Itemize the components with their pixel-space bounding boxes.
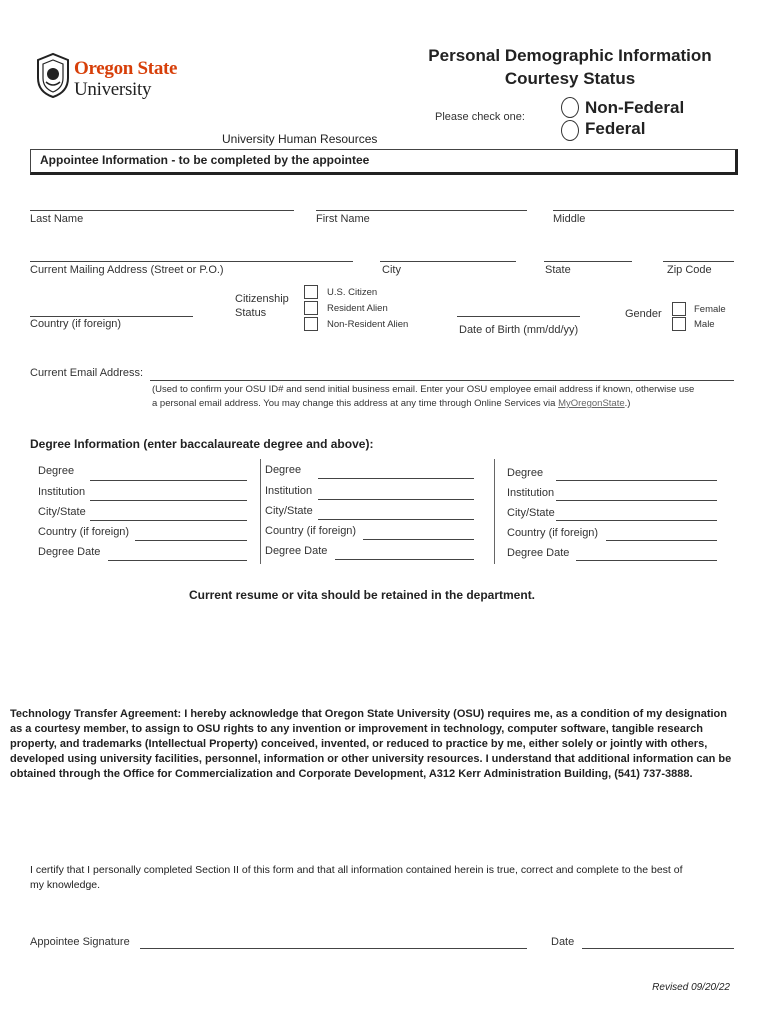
city-label: City (382, 264, 401, 276)
middle-name-input[interactable] (553, 196, 734, 211)
logo-name-line2: University (74, 79, 152, 100)
myoregonstate-link[interactable]: MyOregonState (558, 398, 625, 409)
degree-label: Degree (265, 464, 302, 476)
tech-transfer-line: obtained through the Office for Commercialization and Corporate Development, A312 Kerr Administration Building, (541) 737-3888. (10, 768, 693, 780)
date-input[interactable] (582, 934, 734, 949)
degree-label: Degree (38, 465, 75, 477)
city-state-input[interactable] (556, 506, 717, 521)
city-state-label: City/State (38, 506, 86, 518)
city-state-label: City/State (507, 507, 555, 519)
technology-transfer-agreement (10, 707, 760, 782)
section-title: Appointee Information - to be completed by the appointee (40, 153, 370, 167)
page-title-line1: Personal Demographic Information (428, 46, 712, 65)
degree-column-1 (30, 459, 261, 564)
zip-label: Zip Code (667, 264, 712, 276)
citizenship-label-line2: Status (235, 307, 267, 319)
country-label: Country (if foreign) (30, 318, 122, 330)
gender-label: Gender (625, 308, 662, 320)
email-note-line2-text: a personal email address. You may change this address at any time through Online Services via (152, 398, 559, 409)
dob-input[interactable] (457, 302, 580, 317)
degree-date-input[interactable] (108, 546, 247, 561)
federal-radio[interactable] (561, 120, 579, 141)
degree-date-label: Degree Date (38, 546, 101, 558)
email-input[interactable] (150, 366, 734, 381)
status-prompt: Please check one: (435, 111, 525, 123)
osu-logo (34, 52, 184, 102)
degree-date-input[interactable] (576, 546, 717, 561)
email-label: Current Email Address: (30, 367, 144, 379)
degree-column-2 (260, 459, 495, 564)
tech-transfer-line: Technology Transfer Agreement: I hereby acknowledge that Oregon State University (OSU) requires me, as a condition of my designation (10, 708, 727, 720)
non-resident-alien-label: Non-Resident Alien (327, 319, 409, 330)
email-note-line2 (152, 398, 630, 409)
institution-label: Institution (507, 487, 555, 499)
tech-transfer-line: property, and trademarks (Intellectual Property) conceived, invented, or reduced to practice by me, either solely or jointly with others, (10, 738, 708, 750)
non-resident-alien-checkbox[interactable] (304, 317, 318, 331)
degree-country-input[interactable] (606, 526, 717, 541)
female-checkbox[interactable] (672, 302, 686, 316)
zip-input[interactable] (663, 247, 734, 262)
us-citizen-label: U.S. Citizen (327, 287, 378, 298)
male-label: Male (694, 319, 715, 330)
male-checkbox[interactable] (672, 317, 686, 331)
federal-label: Federal (585, 119, 646, 138)
degree-country-label: Country (if foreign) (38, 526, 130, 538)
first-name-input[interactable] (316, 196, 527, 211)
degree-input[interactable] (318, 464, 474, 479)
last-name-input[interactable] (30, 196, 294, 211)
date-label: Date (551, 936, 575, 948)
state-input[interactable] (544, 247, 632, 262)
non-federal-radio[interactable] (561, 97, 579, 118)
certify-line2: my knowledge. (30, 879, 101, 891)
citizenship-label-line1: Citizenship (235, 293, 289, 305)
email-note-line1: (Used to confirm your OSU ID# and send initial business email. Enter your OSU employee email address if known, otherwise use (152, 384, 695, 395)
mailing-address-label: Current Mailing Address (Street or P.O.) (30, 264, 224, 276)
page-title-line2: Courtesy Status (504, 69, 636, 88)
degree-date-label: Degree Date (507, 547, 570, 559)
resume-note: Current resume or vita should be retained in the department. (188, 588, 536, 602)
female-label: Female (694, 304, 726, 315)
degree-label: Degree (507, 467, 544, 479)
country-input[interactable] (30, 302, 193, 317)
dob-label: Date of Birth (mm/dd/yy) (459, 324, 579, 336)
last-name-label: Last Name (30, 213, 84, 225)
beaver-seal-icon (34, 52, 72, 98)
email-note-line2-end: .) (624, 398, 631, 409)
non-federal-label: Non-Federal (585, 98, 685, 117)
institution-input[interactable] (556, 486, 717, 501)
certify-line1: I certify that I personally completed Section II of this form and that all information contained herein is true, correct and complete to the best of (30, 864, 683, 876)
mailing-address-input[interactable] (30, 247, 353, 262)
signature-input[interactable] (140, 934, 527, 949)
city-state-input[interactable] (318, 505, 474, 520)
logo-name-line1: Oregon State (74, 58, 178, 79)
middle-name-label: Middle (553, 213, 586, 225)
signature-label: Appointee Signature (30, 936, 130, 948)
degree-country-input[interactable] (135, 526, 247, 541)
revision-date: Revised 09/20/22 (652, 982, 730, 993)
certification-statement (30, 863, 750, 893)
city-state-label: City/State (265, 505, 313, 517)
degree-date-input[interactable] (335, 545, 474, 560)
resident-alien-label: Resident Alien (327, 303, 388, 314)
institution-label: Institution (265, 485, 313, 497)
department-name: University Human Resources (222, 132, 378, 146)
first-name-label: First Name (316, 213, 370, 225)
degree-country-label: Country (if foreign) (265, 525, 357, 537)
institution-input[interactable] (90, 486, 247, 501)
city-state-input[interactable] (90, 506, 247, 521)
degree-section-title: Degree Information (enter baccalaureate degree and above): (30, 437, 374, 451)
tech-transfer-line: as a courtesy member, to assign to OSU rights to any invention or improvement in technology, computer software, tangible research (10, 723, 703, 735)
degree-input[interactable] (556, 466, 717, 481)
appointee-section-bar (30, 149, 738, 175)
us-citizen-checkbox[interactable] (304, 285, 318, 299)
degree-input[interactable] (90, 466, 247, 481)
degree-date-label: Degree Date (265, 545, 328, 557)
degree-country-label: Country (if foreign) (507, 527, 599, 539)
institution-label: Institution (38, 486, 86, 498)
degree-column-3 (494, 459, 734, 564)
state-label: State (545, 264, 571, 276)
institution-input[interactable] (318, 485, 474, 500)
resident-alien-checkbox[interactable] (304, 301, 318, 315)
degree-country-input[interactable] (363, 525, 474, 540)
city-input[interactable] (380, 247, 516, 262)
tech-transfer-line: developed using university facilities, personnel, information or other university resources. I understand that additional information can be (10, 753, 732, 765)
